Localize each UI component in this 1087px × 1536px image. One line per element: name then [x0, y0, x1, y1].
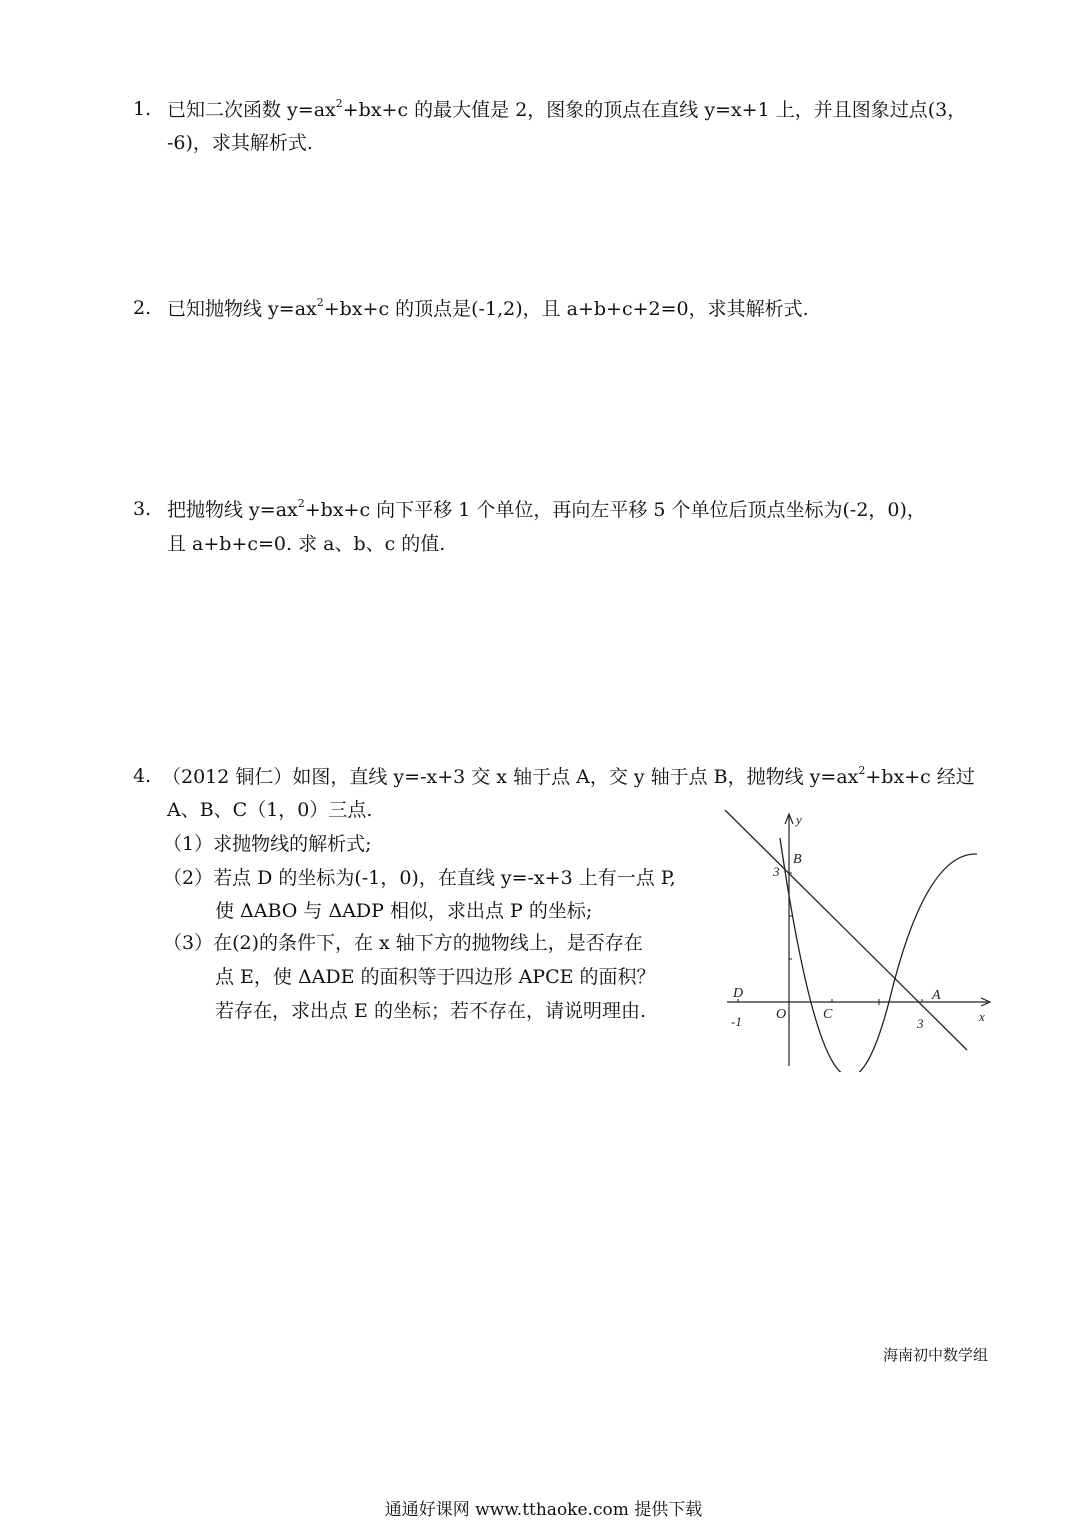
problem-2-text-part: 已知抛物线 y=ax — [167, 298, 317, 320]
problem-1-text-part: +bx+c 的最大值是 2，图象的顶点在直线 y=x+1 上，并且图象过点(3， — [342, 99, 967, 121]
problem-3-number: 3. — [133, 498, 152, 520]
line-y-eq-neg-x-plus-3 — [725, 810, 967, 1050]
problem-1-text-part: 已知二次函数 y=ax — [167, 99, 336, 121]
problem-4-subquestion-3-line1: （3）在(2)的条件下，在 x 轴下方的抛物线上，是否存在 — [163, 932, 643, 954]
problem-4-subquestion-2-line1: （2）若点 D 的坐标为(-1，0)，在直线 y=-x+3 上有一点 P, — [163, 867, 676, 889]
problem-3-text-part: 把抛物线 y=ax — [167, 499, 298, 521]
problem-2-text-part: +bx+c 的顶点是(-1,2)，且 a+b+c+2=0，求其解析式. — [323, 298, 809, 320]
exponent: 2 — [297, 497, 305, 510]
x-value-neg1-label: -1 — [731, 1014, 742, 1029]
problem-3-text-line1 — [167, 498, 926, 522]
parabola-curve — [780, 838, 977, 1072]
author-note: 海南初中数学组 — [883, 1346, 989, 1364]
y-axis-label: y — [796, 812, 802, 827]
coordinate-figure — [722, 810, 997, 1072]
coordinate-figure-svg — [722, 810, 997, 1072]
problem-4-subquestion-2-line2: 使 ΔABO 与 ΔADP 相似，求出点 P 的坐标; — [215, 900, 593, 922]
point-c-label: C — [823, 1007, 833, 1022]
exponent: 2 — [858, 764, 866, 777]
page-footer: 通通好课网 www.tthaoke.com 提供下载 — [384, 1500, 703, 1520]
y-value-3-label: 3 — [773, 864, 780, 879]
point-d-label: D — [733, 986, 744, 1001]
problem-4-text-line2: A、B、C（1，0）三点. — [167, 799, 373, 821]
problem-2-text-line1 — [167, 297, 809, 321]
problem-4-text-part: （2012 铜仁）如图，直线 y=-x+3 交 x 轴于点 A，交 y 轴于点 B，抛物线 y=ax — [162, 766, 859, 788]
problem-2-number: 2. — [133, 297, 152, 319]
problem-1-text-line1 — [167, 98, 966, 122]
problem-4-subquestion-3-line2: 点 E，使 ΔADE 的面积等于四边形 APCE 的面积？ — [215, 966, 656, 988]
problem-1-text-line2: -6)，求其解析式. — [167, 132, 313, 154]
point-b-label: B — [793, 852, 802, 867]
problem-4-number: 4. — [133, 765, 152, 787]
problem-4-text-line1 — [162, 765, 975, 789]
problem-4-text-part: +bx+c 经过 — [865, 766, 975, 788]
exponent: 2 — [316, 296, 324, 309]
origin-label: O — [776, 1007, 787, 1022]
exponent: 2 — [335, 97, 343, 110]
problem-3-text-line2: 且 a+b+c=0. 求 a、b、c 的值. — [167, 533, 446, 555]
x-axis-label: x — [979, 1009, 985, 1024]
x-value-3-label: 3 — [917, 1016, 924, 1031]
problem-1-number: 1. — [133, 98, 152, 120]
problem-3-text-part: +bx+c 向下平移 1 个单位，再向左平移 5 个单位后顶点坐标为(-2，0)， — [304, 499, 926, 521]
point-a-label: A — [932, 988, 941, 1003]
problem-4-subquestion-3-line3: 若存在，求出点 E 的坐标；若不存在，请说明理由. — [215, 1000, 646, 1022]
problem-4-subquestion-1: （1）求抛物线的解析式; — [163, 833, 372, 855]
